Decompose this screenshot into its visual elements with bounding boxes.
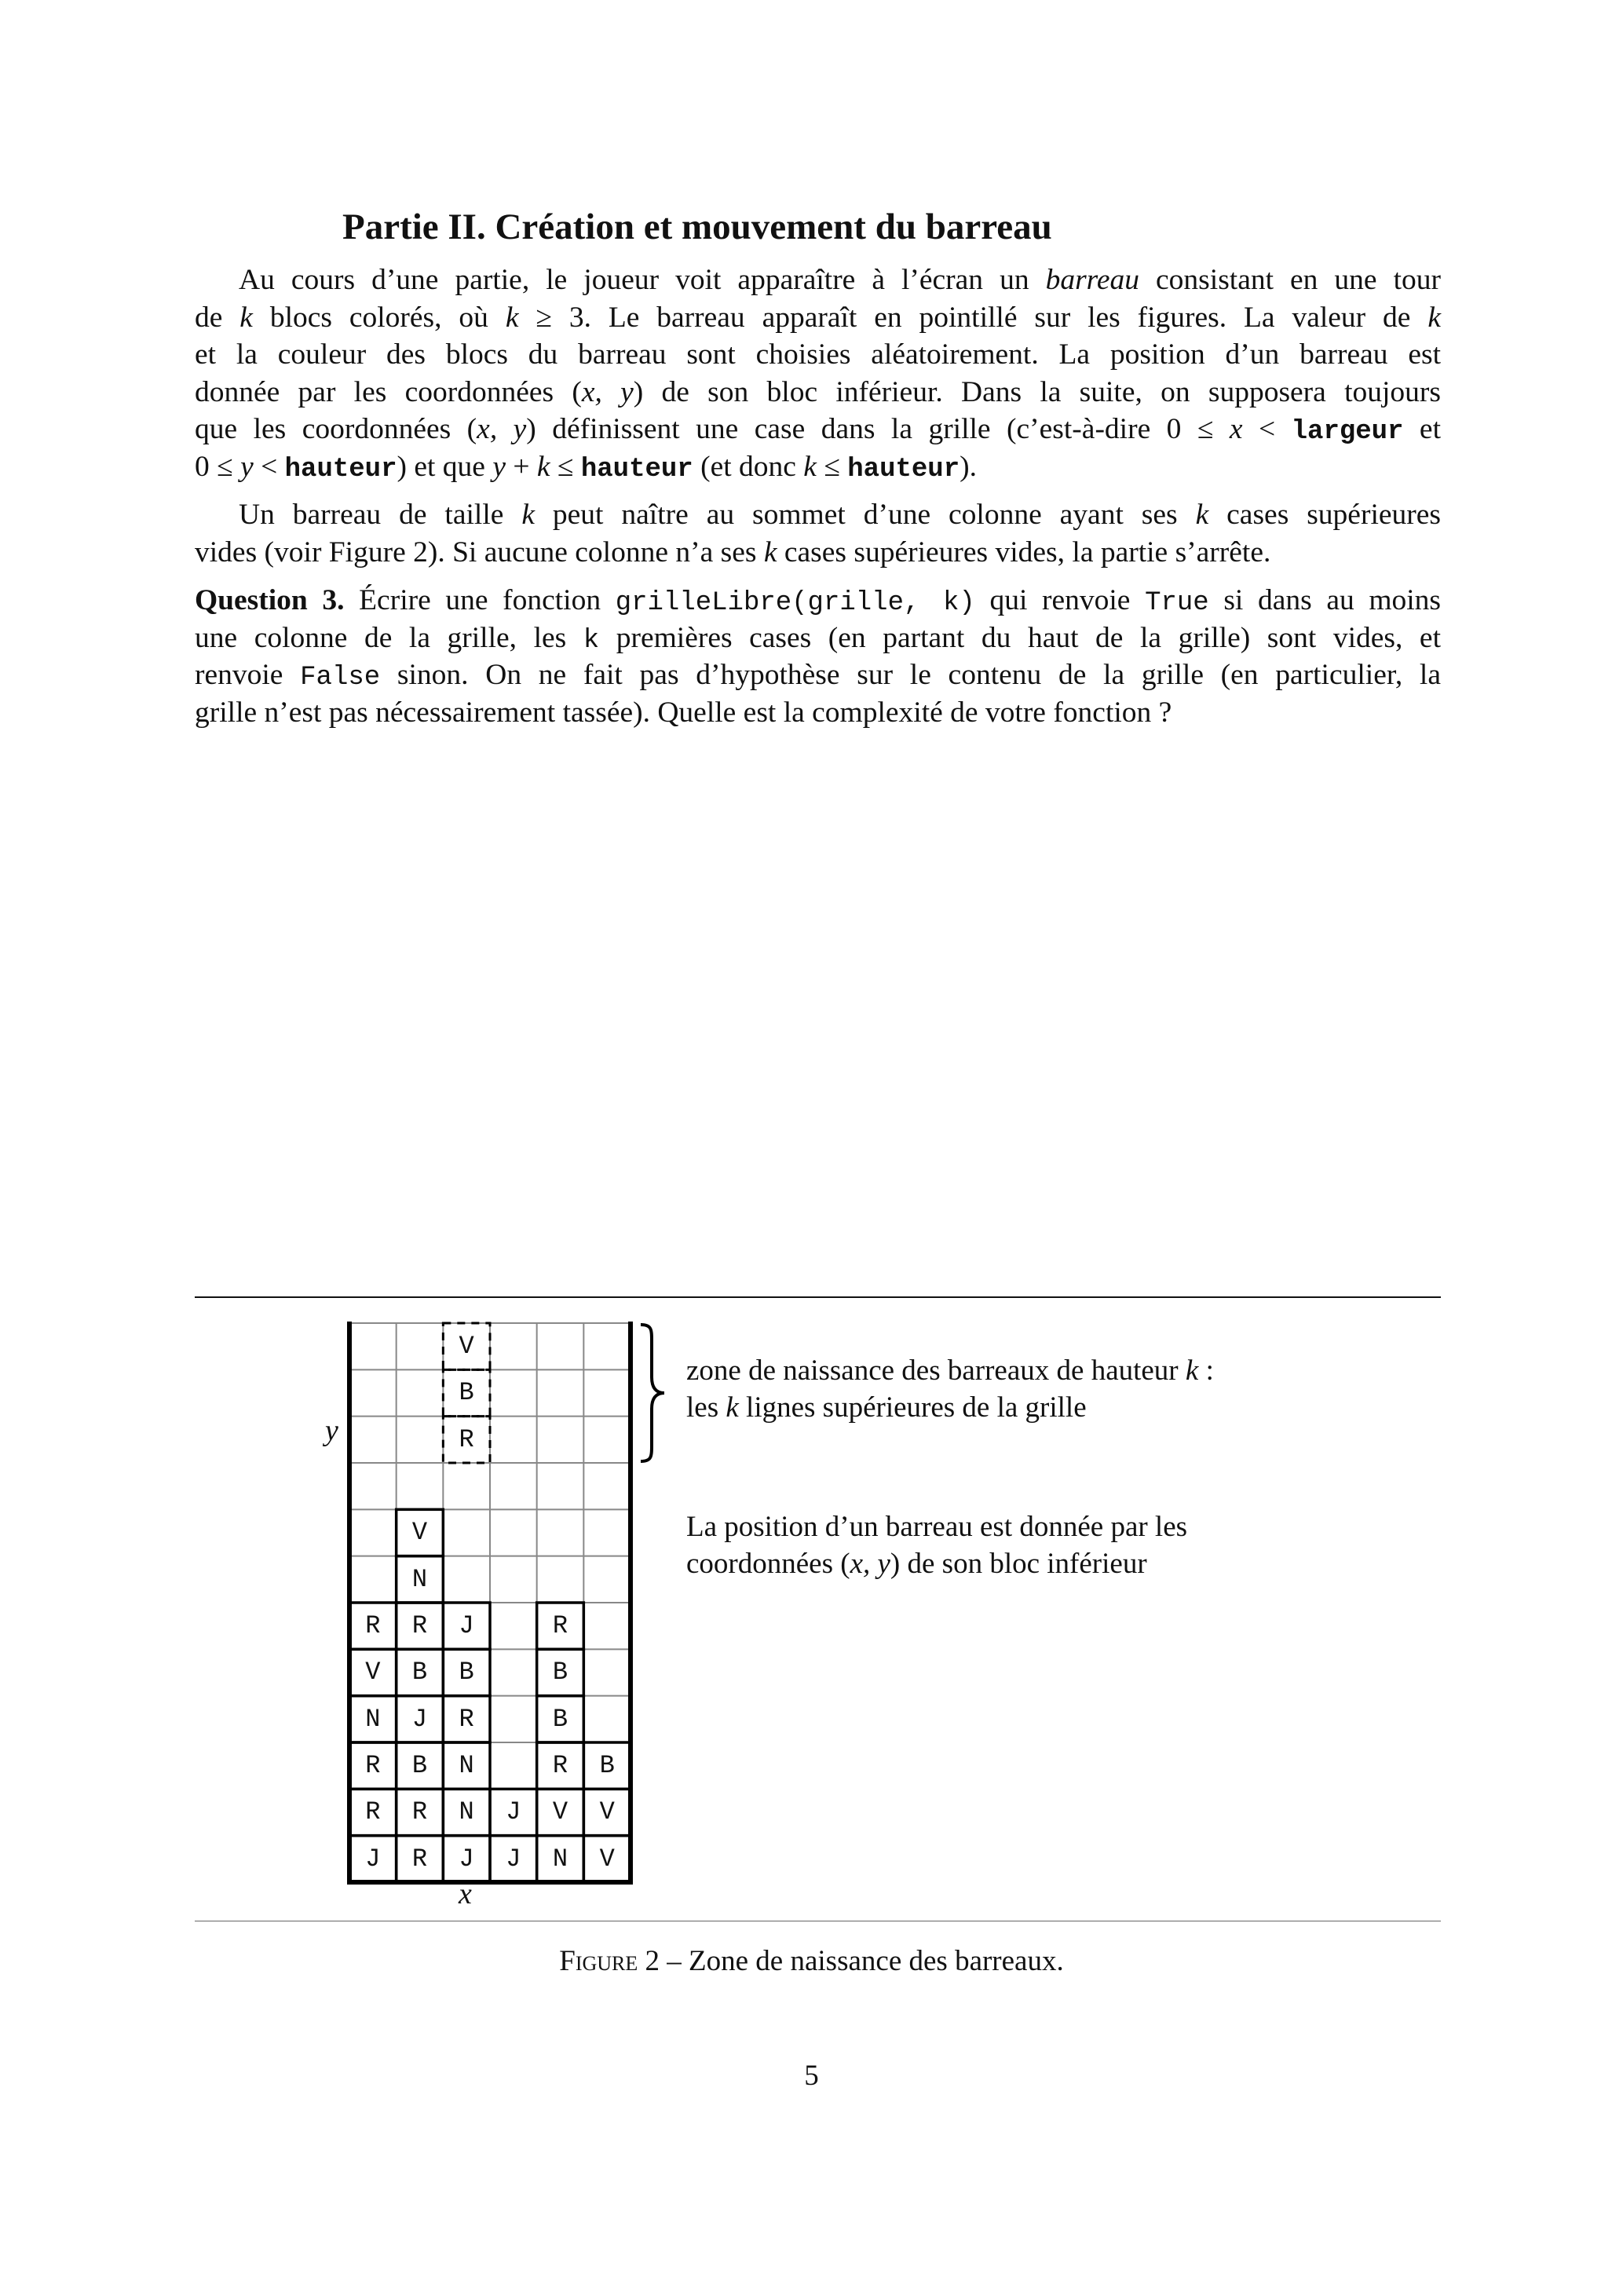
text: : [1198,1355,1214,1387]
text-segment: 0 ≤ [195,450,241,483]
text-segment: sinon. On ne fait pas d’hypothèse sur le contenu de la grille (en particulier, la [380,659,1441,691]
text: coordonnées ( [686,1548,850,1580]
text: lignes supérieures de la grille [738,1391,1087,1424]
text-segment: renvoie [195,659,301,691]
code-text: hauteur [580,454,693,484]
text-segment: < [253,450,285,483]
text-segment: qui renvoie [974,584,1146,616]
grid-row: N [365,1564,647,1594]
text: ) de son bloc inférieur [890,1548,1147,1580]
text-segment: ) définissent une case dans la grille (c’est-à-dire 0 ≤ [526,413,1230,445]
text-segment: peut naître au sommet d’une colonne ayant ses [534,499,1196,531]
code-text: grilleLibre(grille, k) [615,588,975,618]
text-segment: cases supérieures vides, la partie s’arrête. [777,536,1271,569]
math-k: k [1185,1355,1199,1387]
text-segment: Un barreau de taille [239,499,522,531]
grid-row [365,1463,646,1509]
grid-row: R [365,1424,647,1454]
text-segment: ≤ [816,450,848,483]
zone-description-line-2 [686,1389,1087,1427]
math-text: k [505,301,519,334]
text: les [686,1391,726,1424]
text-segment: ≤ [550,450,581,483]
grid-row: V [365,1332,647,1361]
text-segment: < [1242,413,1292,445]
math-text: y [240,450,254,483]
caption-label: Figure 2 [559,1945,660,1977]
grid-row: VBB B [365,1658,647,1687]
code-text: k [583,625,600,656]
text-segment: Question 3. [195,584,345,616]
math-text: k [803,450,817,483]
text-segment: consistant en une tour [1139,264,1441,296]
text-segment: si dans au moins [1208,584,1442,616]
math-text: k [536,450,550,483]
grid-row: NJR B [365,1704,647,1734]
text-segment: grille n’est pas nécessairement tassée). Quelle est la complexité de votre fonction ? [195,696,1172,729]
text-segment: cases supérieures [1208,499,1441,531]
text-segment: ). [960,450,977,483]
code-text: False [300,663,381,693]
math-k: k [726,1391,739,1424]
grid-row: RBN RB [365,1751,647,1780]
math-xy: x, y [850,1548,890,1580]
section-title: Partie II. Création et mouvement du barreau [342,207,1052,247]
text-segment: de [195,301,240,334]
math-text: k [1195,499,1209,531]
page-number: 5 [804,2060,819,2092]
grid-row: V [365,1518,647,1548]
x-axis-label: x [459,1877,472,1910]
math-text: k [239,301,253,334]
text-segment: + [505,450,537,483]
math-text: x, y [477,413,527,445]
text-segment: et [1403,413,1441,445]
position-description-line-2 [686,1545,1147,1583]
grid-row: RRNJVV [365,1797,647,1827]
text-segment: ≥ 3. Le barreau apparaît en pointillé sur les figures. La valeur de [518,301,1428,334]
math-text: k [763,536,777,569]
position-description-line-1: La position d’un barreau est donnée par les [686,1511,1188,1543]
text-segment: une colonne de la grille, les [195,621,583,654]
text-segment: ) et que [397,450,493,483]
text-segment: premières cases (en partant du haut de la grille) sont vides, et [599,621,1441,654]
grid-row: RRJ R [365,1611,647,1640]
text-segment: que les coordonnées ( [195,413,477,445]
figure-caption [0,1944,1623,1978]
caption-text: – Zone de naissance des barreaux. [660,1945,1064,1977]
math-text: barreau [1045,264,1140,296]
math-text: x [1229,413,1243,445]
text-segment: (et donc [693,450,804,483]
code-text: hauteur [284,454,397,484]
text-segment: Au cours d’une partie, le joueur voit apparaître à l’écran un [239,264,1046,296]
math-text: k [1427,301,1441,334]
math-text: x, y [581,375,634,408]
text-segment: ) de son bloc inférieur. Dans la suite, on supposera toujours [633,375,1441,408]
text-segment: vides (voir Figure 2). Si aucune colonne n’a ses [195,536,764,569]
code-text: hauteur [847,454,960,484]
text-segment: donnée par les coordonnées ( [195,375,582,408]
code-text: True [1145,588,1209,618]
grid-row: JRJJNV [365,1844,647,1874]
math-text: y [492,450,506,483]
text-segment: et la couleur des blocs du barreau sont choisies aléatoirement. La position d’un barreau est [195,338,1441,371]
zone-description-line-1 [686,1352,1214,1390]
text-segment: Écrire une fonction [344,584,616,616]
y-axis-label: y [325,1414,338,1447]
text: zone de naissance des barreaux de hauteur [686,1355,1186,1387]
math-text: k [521,499,535,531]
grid-row: B [365,1378,647,1408]
text-segment: blocs colorés, où [252,301,506,334]
code-text: largeur [1291,417,1404,447]
